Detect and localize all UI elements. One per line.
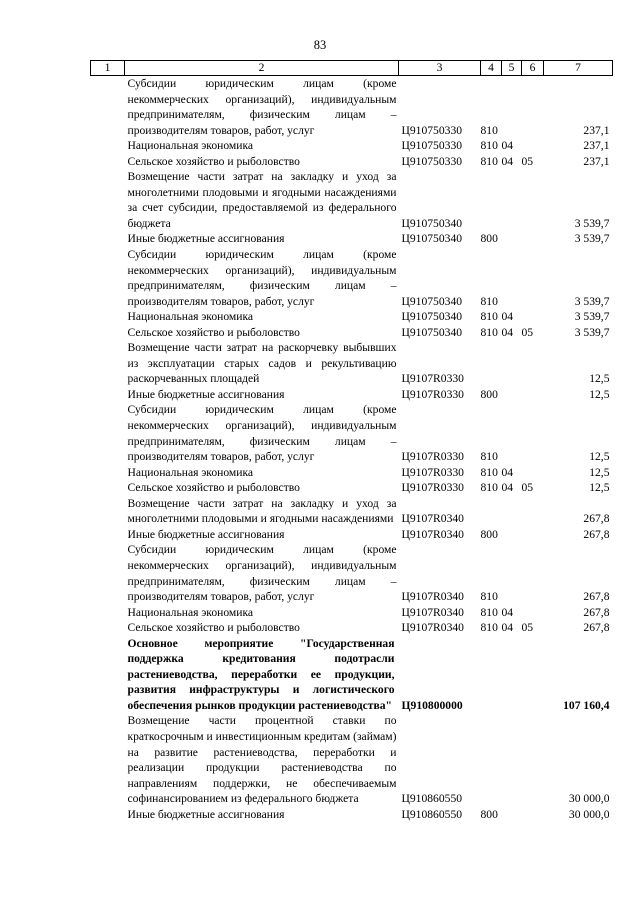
row-name: Национальная экономика bbox=[127, 465, 254, 479]
row-amount: 237,1 bbox=[583, 154, 610, 168]
row-amount: 267,8 bbox=[583, 527, 610, 541]
table-row bbox=[91, 465, 613, 481]
row-name: Возмещение части затрат на закладку и уход за многолетними плодовыми и ягодными насаждениями за счет субсидии, предоставляемой из федерального бюджета bbox=[127, 170, 397, 230]
row-col-6: 05 bbox=[521, 154, 534, 168]
row-col-5: 04 bbox=[501, 325, 514, 339]
row-name: Субсидии юридическим лицам (кроме некоммерческих организаций), индивидуальным предпринимателям, физическим лицам – производителям товаров, работ, услуг bbox=[127, 543, 397, 604]
table-row bbox=[91, 138, 613, 154]
row-name: Иные бюджетные ассигнования bbox=[127, 232, 285, 246]
table-row bbox=[91, 325, 613, 341]
row-amount: 3 539,7 bbox=[574, 325, 610, 339]
row-col-6 bbox=[522, 247, 544, 309]
table-row bbox=[91, 76, 613, 139]
row-amount: 267,8 bbox=[583, 621, 610, 635]
row-code: Ц910750330 bbox=[401, 139, 463, 153]
row-amount: 267,8 bbox=[583, 512, 610, 526]
row-amount: 3 539,7 bbox=[574, 310, 610, 324]
row-amount: 107 160,4 bbox=[563, 698, 610, 712]
row-amount: 237,1 bbox=[583, 123, 610, 137]
table-row bbox=[91, 542, 613, 604]
row-amount: 12,5 bbox=[589, 465, 610, 479]
row-col-4: 810 bbox=[480, 310, 498, 324]
row-code: Ц910750340 bbox=[401, 232, 463, 246]
row-name: Иные бюджетные ассигнования bbox=[127, 387, 285, 401]
row-col-4: 810 bbox=[480, 154, 498, 168]
row-col-6: 05 bbox=[521, 481, 534, 495]
row-code: Ц9107R0330 bbox=[401, 387, 464, 401]
first-column-cell bbox=[91, 542, 125, 604]
row-name: Возмещение части процентной ставки по краткосрочным и инвестиционным кредитам (займам) на развитие растениеводства, переработки и реализации продукции растениеводства по направлениям поддержки, не обеспечиваемым софинансированием из федерального бюджета bbox=[127, 714, 397, 806]
row-col-4: 800 bbox=[480, 387, 498, 401]
table-row bbox=[91, 169, 613, 231]
row-amount: 30 000,0 bbox=[568, 792, 610, 806]
table-row bbox=[91, 527, 613, 543]
row-col-5: 04 bbox=[501, 154, 514, 168]
row-name: Иные бюджетные ассигнования bbox=[127, 807, 285, 821]
row-col-6 bbox=[522, 636, 544, 714]
first-column-cell bbox=[91, 527, 125, 543]
first-column-cell bbox=[91, 309, 125, 325]
row-col-5 bbox=[502, 807, 522, 823]
row-col-5 bbox=[502, 247, 522, 309]
column-header: 4 bbox=[481, 61, 502, 76]
row-code: Ц9107R0340 bbox=[401, 512, 464, 526]
row-code: Ц9107R0330 bbox=[401, 465, 464, 479]
row-name: Субсидии юридическим лицам (кроме некоммерческих организаций), индивидуальным предпринимателям, физическим лицам – производителям товаров, работ, услуг bbox=[127, 248, 397, 308]
row-col-6 bbox=[522, 169, 544, 231]
row-col-4: 810 bbox=[480, 605, 498, 619]
row-col-5 bbox=[502, 76, 522, 139]
row-col-5 bbox=[502, 231, 522, 247]
first-column-cell bbox=[91, 169, 125, 231]
row-code: Ц9107R0340 bbox=[401, 621, 464, 635]
first-column-cell bbox=[91, 76, 125, 139]
row-name: Основное мероприятие "Государственная поддержка кредитования подотрасли растениеводства, переработки ее продукции, развития инфраструктуры и логистического обеспечения рынков продукции растениеводства" bbox=[127, 636, 395, 712]
row-col-4: 810 bbox=[480, 590, 498, 604]
row-col-5: 04 bbox=[501, 605, 514, 619]
row-col-5 bbox=[502, 542, 522, 604]
first-column-cell bbox=[91, 620, 125, 636]
row-col-6 bbox=[522, 605, 544, 621]
row-amount: 12,5 bbox=[589, 450, 610, 464]
row-col-4 bbox=[481, 496, 502, 527]
row-col-5 bbox=[502, 169, 522, 231]
row-code: Ц910750330 bbox=[401, 154, 463, 168]
column-header: 1 bbox=[91, 61, 125, 76]
first-column-cell bbox=[91, 231, 125, 247]
row-col-4: 810 bbox=[480, 450, 498, 464]
row-code: Ц910750340 bbox=[401, 325, 463, 339]
row-amount: 3 539,7 bbox=[574, 294, 610, 308]
row-col-4 bbox=[481, 340, 502, 387]
column-header: 3 bbox=[399, 61, 481, 76]
first-column-cell bbox=[91, 605, 125, 621]
table-row bbox=[91, 154, 613, 170]
column-header: 5 bbox=[502, 61, 522, 76]
table-row bbox=[91, 247, 613, 309]
row-col-4: 800 bbox=[480, 807, 498, 821]
row-name: Сельское хозяйство и рыболовство bbox=[127, 621, 300, 635]
row-code: Ц9107R0330 bbox=[401, 481, 464, 495]
row-col-4: 810 bbox=[480, 123, 498, 137]
row-col-6 bbox=[522, 309, 544, 325]
column-header: 2 bbox=[125, 61, 399, 76]
table-row bbox=[91, 620, 613, 636]
first-column-cell bbox=[91, 480, 125, 496]
table-row bbox=[91, 402, 613, 464]
row-col-6 bbox=[522, 496, 544, 527]
row-code: Ц9107R0330 bbox=[401, 450, 464, 464]
row-col-4: 810 bbox=[480, 481, 498, 495]
row-col-6 bbox=[522, 527, 544, 543]
row-col-4: 810 bbox=[480, 325, 498, 339]
row-col-4: 800 bbox=[480, 527, 498, 541]
row-code: Ц910860550 bbox=[401, 807, 463, 821]
row-amount: 3 539,7 bbox=[574, 216, 610, 230]
row-col-6 bbox=[522, 231, 544, 247]
first-column-cell bbox=[91, 154, 125, 170]
first-column-cell bbox=[91, 465, 125, 481]
row-amount: 267,8 bbox=[583, 590, 610, 604]
row-code: Ц910750340 bbox=[401, 294, 463, 308]
row-col-5 bbox=[502, 387, 522, 403]
row-col-6 bbox=[522, 387, 544, 403]
row-col-4 bbox=[481, 713, 502, 806]
first-column-cell bbox=[91, 138, 125, 154]
row-code: Ц9107R0340 bbox=[401, 605, 464, 619]
first-column-cell bbox=[91, 247, 125, 309]
row-amount: 12,5 bbox=[589, 372, 610, 386]
column-header: 7 bbox=[544, 61, 613, 76]
row-col-4: 800 bbox=[480, 232, 498, 246]
row-col-6: 05 bbox=[521, 621, 534, 635]
row-name: Сельское хозяйство и рыболовство bbox=[127, 481, 300, 495]
table-row bbox=[91, 496, 613, 527]
row-col-6 bbox=[522, 542, 544, 604]
table-body bbox=[91, 76, 613, 823]
first-column-cell bbox=[91, 340, 125, 387]
row-col-5: 04 bbox=[501, 481, 514, 495]
row-code: Ц9107R0330 bbox=[401, 372, 464, 386]
row-col-6: 05 bbox=[521, 325, 534, 339]
row-col-5: 04 bbox=[501, 310, 514, 324]
row-name: Сельское хозяйство и рыболовство bbox=[127, 325, 300, 339]
row-amount: 3 539,7 bbox=[574, 232, 610, 246]
row-col-6 bbox=[522, 76, 544, 139]
row-col-6 bbox=[522, 340, 544, 387]
row-name: Национальная экономика bbox=[127, 605, 254, 619]
table-row bbox=[91, 605, 613, 621]
row-col-5: 04 bbox=[501, 465, 514, 479]
row-col-5 bbox=[502, 496, 522, 527]
row-col-5 bbox=[502, 636, 522, 714]
table-row bbox=[91, 309, 613, 325]
table-row bbox=[91, 807, 613, 823]
table-row bbox=[91, 340, 613, 387]
table-row bbox=[91, 231, 613, 247]
row-code: Ц910750340 bbox=[401, 216, 463, 230]
row-code: Ц910750340 bbox=[401, 310, 463, 324]
column-header: 6 bbox=[522, 61, 544, 76]
row-name: Иные бюджетные ассигнования bbox=[127, 527, 285, 541]
row-col-6 bbox=[522, 402, 544, 464]
row-name: Сельское хозяйство и рыболовство bbox=[127, 154, 300, 168]
row-col-4: 810 bbox=[480, 621, 498, 635]
row-col-4: 810 bbox=[480, 139, 498, 153]
first-column-cell bbox=[91, 713, 125, 806]
row-name: Национальная экономика bbox=[127, 310, 254, 324]
first-column-cell bbox=[91, 636, 125, 714]
table-row bbox=[91, 387, 613, 403]
first-column-cell bbox=[91, 807, 125, 823]
row-code: Ц9107R0340 bbox=[401, 527, 464, 541]
row-col-4 bbox=[481, 169, 502, 231]
budget-table bbox=[90, 60, 613, 822]
row-col-5 bbox=[502, 527, 522, 543]
row-col-6 bbox=[522, 807, 544, 823]
row-amount: 12,5 bbox=[589, 387, 610, 401]
row-amount: 267,8 bbox=[583, 605, 610, 619]
row-amount: 30 000,0 bbox=[568, 807, 610, 821]
row-col-5: 04 bbox=[501, 139, 514, 153]
row-col-6 bbox=[522, 465, 544, 481]
first-column-cell bbox=[91, 325, 125, 341]
row-col-6 bbox=[522, 713, 544, 806]
row-name: Национальная экономика bbox=[127, 139, 254, 153]
page-number: 83 bbox=[313, 38, 327, 52]
row-col-5 bbox=[502, 713, 522, 806]
row-name: Субсидии юридическим лицам (кроме некоммерческих организаций), индивидуальным предпринимателям, физическим лицам – производителям товаров, работ, услуг bbox=[127, 403, 397, 464]
first-column-cell bbox=[91, 402, 125, 464]
first-column-cell bbox=[91, 387, 125, 403]
row-code: Ц910860550 bbox=[401, 792, 463, 806]
row-col-4: 810 bbox=[480, 465, 498, 479]
table-row bbox=[91, 713, 613, 806]
row-code: Ц910800000 bbox=[401, 698, 463, 712]
row-code: Ц9107R0340 bbox=[401, 590, 464, 604]
row-col-4 bbox=[481, 636, 502, 714]
row-col-5: 04 bbox=[501, 621, 514, 635]
table-header-row bbox=[91, 61, 613, 76]
row-col-6 bbox=[522, 138, 544, 154]
row-name: Субсидии юридическим лицам (кроме некоммерческих организаций), индивидуальным предпринимателям, физическим лицам – производителям товаров, работ, услуг bbox=[127, 77, 397, 137]
table-row bbox=[91, 480, 613, 496]
first-column-cell bbox=[91, 496, 125, 527]
row-name: Возмещение части затрат на раскорчевку выбывших из эксплуатации старых садов и рекультивацию раскорчеванных площадей bbox=[127, 341, 397, 386]
row-col-5 bbox=[502, 340, 522, 387]
row-code: Ц910750330 bbox=[401, 123, 463, 137]
table-row bbox=[91, 636, 613, 714]
row-amount: 237,1 bbox=[583, 139, 610, 153]
row-col-5 bbox=[502, 402, 522, 464]
row-col-4: 810 bbox=[480, 294, 498, 308]
row-amount: 12,5 bbox=[589, 481, 610, 495]
row-name: Возмещение части затрат на закладку и уход за многолетними плодовыми и ягодными насаждениями bbox=[127, 496, 397, 526]
